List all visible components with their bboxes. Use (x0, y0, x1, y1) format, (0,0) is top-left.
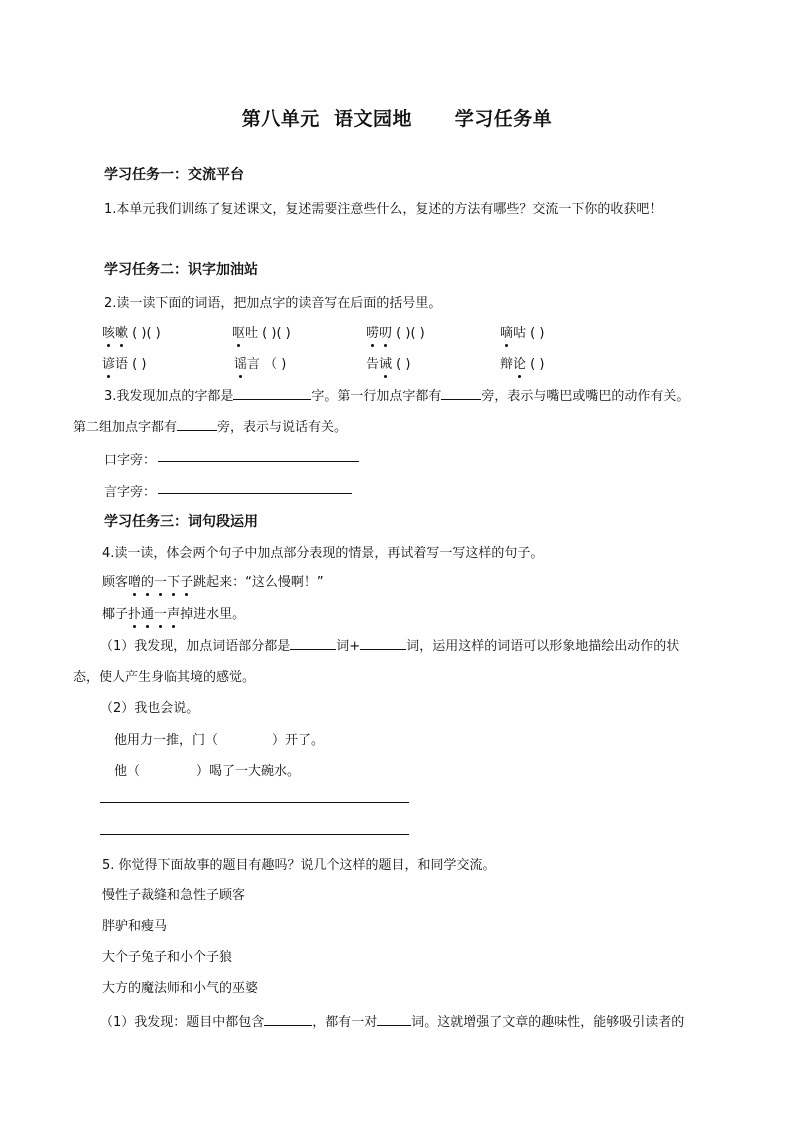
word-item (102, 322, 161, 341)
word-item (500, 353, 544, 372)
dotted-char: 扑 (128, 603, 141, 622)
task1-heading: 学习任务一：交流平台 (104, 167, 244, 183)
task2-heading: 学习任务二：识字加油站 (104, 262, 258, 278)
dotted-char: 通 (141, 603, 154, 622)
plain-char: 告 (366, 357, 380, 372)
q3-text-b: 字。第一行加点字都有 (311, 389, 442, 404)
answer-blank[interactable] (377, 1012, 411, 1026)
task3-question-4: 4.读一读，体会两个句子中加点部分表现的情景，再试着写一写这样的句子。 (102, 546, 544, 561)
finding-text: （1）我发现：题目中都包含 (100, 1015, 265, 1030)
dotted-char: 嗽 (115, 322, 128, 341)
answer-blank[interactable] (177, 417, 217, 431)
say-text: ）开了。 (272, 733, 325, 748)
word-item (366, 353, 410, 372)
dotted-char: 嘀 (500, 322, 513, 341)
yan-answer-line[interactable] (158, 493, 352, 494)
finding-2: （2）我也会说。 (100, 701, 200, 716)
yan-radical-label: 言字旁： (104, 485, 157, 500)
dotted-char: 呕 (232, 322, 245, 341)
writing-line[interactable] (100, 802, 409, 803)
task3-heading: 学习任务三：词句段运用 (104, 514, 258, 530)
answer-blank[interactable] (233, 386, 311, 400)
dotted-char: 论 (513, 353, 526, 372)
story-title: 大方的魔法师和小气的巫婆 (102, 981, 259, 996)
dotted-char: 唠 (366, 322, 379, 341)
plain-char: 辩 (500, 357, 514, 372)
finding-text: ，都有一对 (312, 1015, 378, 1030)
q3-text-a: 3.我发现加点的字都是 (104, 389, 234, 404)
answer-parens: ( )( ) (262, 326, 291, 341)
q3-text-e: 旁，表示与说话有关。 (217, 420, 348, 435)
dotted-char: 一 (154, 603, 167, 622)
q3-text-c: 旁，表示与嘴巴或嘴巴的动作有关。 (481, 389, 690, 404)
plain-char: 语 (115, 357, 129, 372)
say-text: ）喝了一大碗水。 (196, 764, 301, 779)
finding-1 (100, 635, 679, 654)
answer-blank[interactable] (441, 386, 481, 400)
task2-question-3-cont (73, 416, 347, 435)
sentence-text: 跳起来：“这么慢啊！” (193, 575, 324, 590)
answer-blank[interactable] (264, 1012, 312, 1026)
sentence-text: 掉进水里。 (180, 607, 246, 622)
task2-question-3 (104, 385, 689, 404)
plain-char: 言 (247, 357, 261, 372)
finding-5-1 (100, 1011, 684, 1030)
finding-text: 词+ (336, 639, 361, 654)
say-sentence-1 (114, 729, 324, 748)
question-5: 5. 你觉得下面故事的题目有趣吗？说几个这样的题目，和同学交流。 (102, 858, 496, 873)
finding-text: 词。这就增强了文章的趣味性，能够吸引读者的 (411, 1015, 685, 1030)
answer-blank[interactable] (360, 636, 406, 650)
answer-parens: ( ) (530, 326, 545, 341)
dotted-char: 噌 (128, 571, 141, 590)
dotted-char: 叨 (379, 322, 392, 341)
answer-parens: ( )( ) (396, 326, 425, 341)
dotted-char: 咳 (102, 322, 115, 341)
writing-line[interactable] (100, 834, 409, 835)
dotted-char: 声 (167, 603, 180, 622)
story-title: 大个子兔子和小个子狼 (102, 950, 233, 965)
say-sentence-2 (114, 760, 300, 779)
answer-parens: ( )( ) (132, 326, 161, 341)
kou-answer-line[interactable] (158, 461, 359, 462)
sentence-text: 椰子 (102, 607, 129, 622)
dotted-char: 谣 (234, 353, 247, 372)
dotted-char: 下 (167, 571, 180, 590)
dotted-char: 谚 (102, 353, 115, 372)
say-text: 他（ (114, 764, 141, 779)
kou-radical-label: 口字旁： (104, 453, 157, 468)
page-title: 第八单元 语文园地 学习任务单 (241, 108, 553, 130)
say-text: 他用力一推，门（ (114, 733, 219, 748)
dotted-char: 一 (154, 571, 167, 590)
dotted-char: 子 (180, 571, 193, 590)
answer-parens: ( ) (132, 357, 147, 372)
finding-1-cont: 态，使人产生身临其境的感觉。 (73, 670, 256, 685)
finding-text: （1）我发现，加点词语部分都是 (100, 639, 291, 654)
plain-char: 咕 (513, 326, 527, 341)
word-item (232, 322, 291, 341)
q3-text-d: 第二组加点字都有 (73, 420, 178, 435)
example-sentence-2 (102, 603, 245, 622)
answer-parens: （ ) (264, 357, 287, 372)
task1-question: 1.本单元我们训练了复述课文，复述需要注意些什么，复述的方法有哪些？交流一下你的收获吧！ (104, 202, 663, 217)
dotted-char: 的 (141, 571, 154, 590)
story-title: 胖驴和瘦马 (102, 919, 168, 934)
sentence-text: 顾客 (102, 575, 129, 590)
story-title: 慢性子裁缝和急性子顾客 (102, 888, 246, 903)
answer-parens: ( ) (396, 357, 411, 372)
example-sentence-1 (102, 571, 324, 590)
dotted-char: 诫 (379, 353, 392, 372)
word-item (366, 322, 425, 341)
answer-parens: ( ) (530, 357, 545, 372)
task2-question-2: 2.读一读下面的词语，把加点字的读音写在后面的括号里。 (104, 296, 442, 311)
finding-text: 词，运用这样的词语可以形象地描绘出动作的状 (406, 639, 680, 654)
word-item (500, 322, 544, 341)
answer-blank[interactable] (290, 636, 336, 650)
word-item (234, 353, 286, 372)
plain-char: 吐 (245, 326, 259, 341)
word-item (102, 353, 146, 372)
